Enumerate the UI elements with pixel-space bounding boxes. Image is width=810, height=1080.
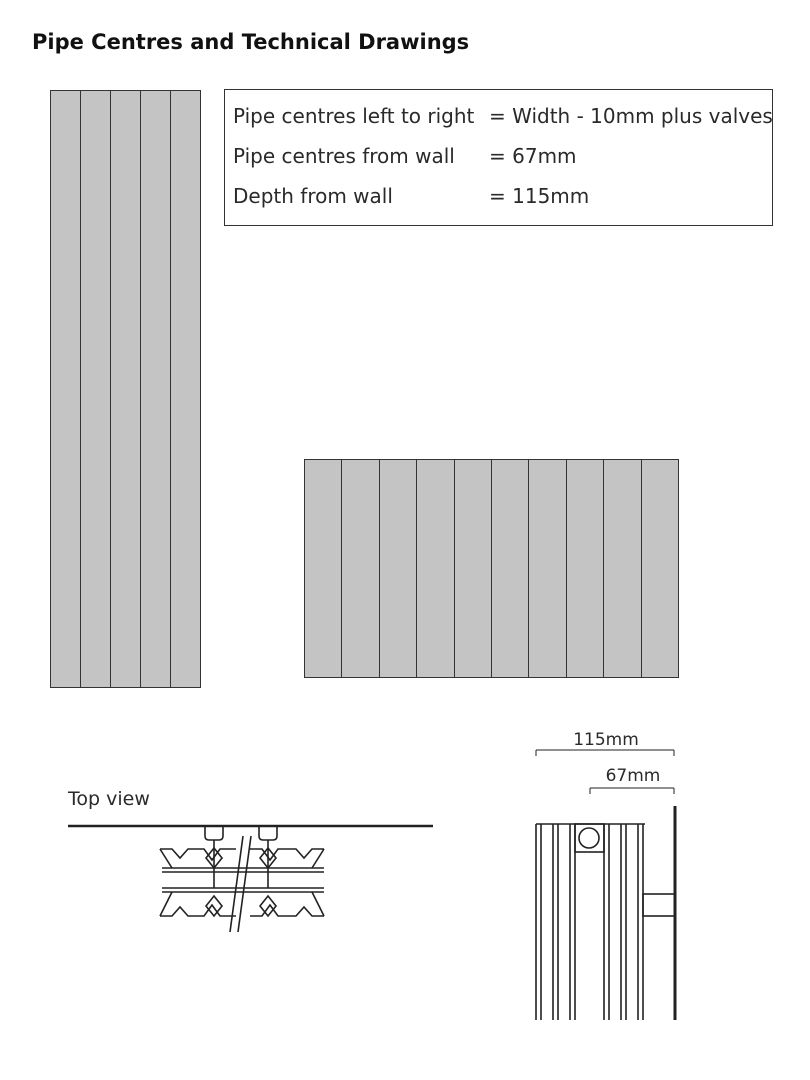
spec-label: Pipe centres from wall [233, 144, 455, 168]
profile-zigzag-bottom-left [160, 905, 236, 916]
profile-edge [160, 892, 172, 916]
profile-edge [312, 849, 324, 868]
spec-value: = 67mm [489, 144, 577, 168]
pipe-bracket-left [205, 826, 223, 840]
profile-zigzag-top-left [160, 849, 236, 860]
spec-label: Pipe centres left to right [233, 104, 475, 128]
pipe-circle [579, 828, 599, 848]
break-line [238, 836, 251, 932]
pipe-bracket-right [259, 826, 277, 840]
spec-value: = 115mm [489, 184, 590, 208]
page-title: Pipe Centres and Technical Drawings [32, 30, 470, 54]
valve-right-bottom [260, 896, 276, 916]
side-view-drawing [536, 730, 675, 1020]
top-view-label: Top view [68, 788, 150, 810]
break-line [230, 836, 243, 932]
wall-bracket [643, 894, 675, 916]
spec-label: Depth from wall [233, 184, 393, 208]
top-view-drawing [67, 788, 433, 932]
depth-dimension-label: 115mm [573, 730, 639, 750]
valve-left-bottom [206, 896, 222, 916]
profile-edge [312, 892, 324, 916]
spec-value: = Width - 10mm plus valves [489, 104, 773, 128]
pipe-centre-dimension-label: 67mm [605, 766, 661, 786]
profile-edge [160, 849, 172, 868]
